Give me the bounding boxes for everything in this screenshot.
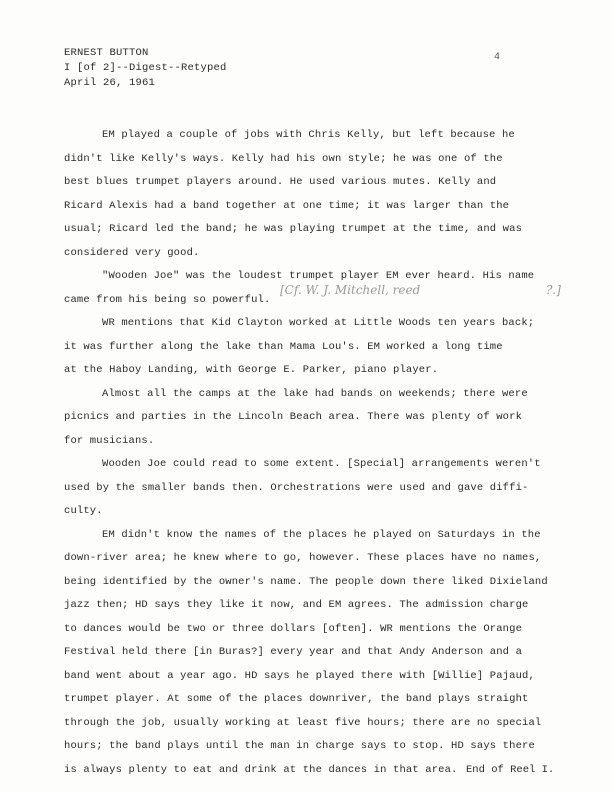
interviewee-name: ERNEST BUTTON — [64, 47, 149, 59]
text-line: best blues trumpet players around. He used various mutes. Kelly and — [64, 176, 497, 188]
text-line: jazz then; HD says they like it now, and EM agrees. The admission charge — [64, 599, 529, 611]
text-line: EM didn't know the names of the places he played on Saturdays in the — [102, 528, 541, 541]
document-header — [64, 46, 227, 91]
text-line: used by the smaller bands then. Orchestrations were used and gave diffi- — [64, 481, 529, 494]
text-line: Almost all the camps at the lake had bands on weekends; there were — [102, 387, 528, 400]
text-line: considered very good. — [64, 246, 200, 259]
text-line: being identified by the owner's name. The people down there liked Dixieland — [64, 575, 548, 588]
text-line: hours; the band plays until the man in charge says to stop. HD says there — [64, 740, 535, 752]
interview-date: April 26, 1961 — [64, 77, 156, 89]
text-line: at the Haboy Landing, with George E. Parker, piano player. — [64, 364, 439, 376]
text-line: band went about a year ago. HD says he played there with [Willie] Pajaud, — [64, 669, 535, 682]
text-line: culty. — [64, 505, 103, 517]
text-line: it was further along the lake than Mama Lou's. EM worked a long time — [64, 340, 503, 353]
text-line: for musicians. — [64, 434, 155, 447]
text-line: Wooden Joe could read to some extent. [Special] arrangements weren't — [102, 458, 541, 470]
text-line: "Wooden Joe" was the loudest trumpet player EM ever heard. His name — [102, 270, 535, 282]
text-line: EM played a couple of jobs with Chris Kelly, but left because he — [102, 129, 515, 141]
text-line: didn't like Kelly's ways. Kelly had his own style; he was one of the — [64, 152, 503, 165]
handwritten-annotation: [Cf. W. J. Mitchell, reed — [280, 283, 421, 297]
text-line: WR mentions that Kid Clayton worked at Little Woods ten years back; — [102, 317, 535, 329]
handwritten-query: ?.] — [546, 283, 561, 297]
text-line: is always plenty to eat and drink at the dances in that area. — [64, 763, 458, 776]
text-line: Ricard Alexis had a band together at one time; it was larger than the — [64, 199, 510, 212]
text-line: Festival held there [in Buras?] every year and that Andy Anderson and a — [64, 646, 523, 658]
page-number: 4 — [494, 52, 501, 63]
text-line: through the job, usually working at least five hours; there are no special — [64, 716, 542, 729]
text-line: to dances would be two or three dollars [often]. WR mentions the Orange — [64, 622, 523, 635]
text-line: down-river area; he knew where to go, however. These places have no names, — [64, 552, 542, 564]
reel-description: I [of 2]--Digest--Retyped — [64, 62, 227, 74]
end-of-reel-note: End of Reel I. — [466, 764, 555, 776]
text-line: usual; Ricard led the band; he was playing trumpet at the time, and was — [64, 223, 523, 235]
text-line: came from his being so powerful. — [64, 293, 271, 306]
text-line: trumpet player. At some of the places downriver, the band plays straight — [64, 693, 529, 705]
text-line: picnics and parties in the Lincoln Beach area. There was plenty of work — [64, 411, 523, 423]
